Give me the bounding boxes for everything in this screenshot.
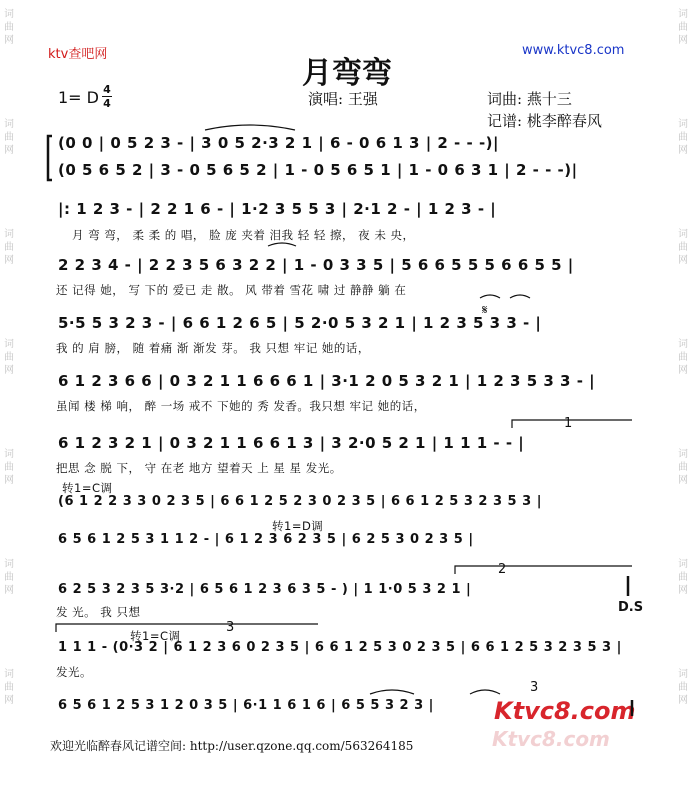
side-watermark: 词曲网	[678, 9, 688, 46]
time-signature-top: 4	[103, 83, 111, 96]
side-watermark: 词曲网	[4, 669, 14, 706]
side-watermark: 词曲网	[678, 559, 688, 596]
site-name-link[interactable]: ktv查吧网	[48, 47, 108, 62]
score-row: 2 2 3 4 - | 2 2 3 5 6 3 2 2 | 1 - 0 3 3 5 | 5 6 6 5 5 5 6 6 5 5 |	[58, 256, 574, 274]
side-watermark: 词曲网	[678, 669, 688, 706]
lyric-row: 月 弯 弯， 柔 柔 的 唱， 脸 庞 夹着 泪我 轻 轻 擦， 夜 未 央，	[72, 228, 415, 242]
score-row: (6 1 2 2 3 3 0 2 3 5 | 6 6 1 2 5 2 3 0 2 3 5 | 6 6 1 2 5 3 2 3 5 3 |	[58, 494, 542, 509]
lyric-row: 虽闻 楼 梯 响， 醉 一场 戒不 下她的 秀 发香。我只想 牢记 她的话，	[56, 399, 426, 413]
score-row: |: 1 2 3 - | 2 2 1 6 - | 1·2 3 5 5 3 | 2·1 2 - | 1 2 3 - |	[58, 200, 497, 218]
side-watermark: 词曲网	[678, 339, 688, 376]
volta-bracket	[455, 566, 632, 574]
modulation-mark: 转1=D调	[272, 519, 324, 533]
intro-line-lower: (0 5 6 5 2 | 3 - 0 5 6 5 2 | 1 - 0 5 6 5 1 | 1 - 0 6 3 1 | 2 - - -)|	[58, 161, 578, 179]
system-brace	[48, 136, 52, 180]
side-watermark: 词曲网	[4, 229, 14, 266]
slur	[205, 125, 295, 130]
slur	[480, 295, 500, 298]
lyric-row: 发 光。 我 只想	[56, 605, 141, 619]
side-watermark: 词曲网	[4, 339, 14, 376]
footer-link[interactable]: 欢迎光临醉春风记谱空间: http://user.qzone.qq.com/563264185	[50, 739, 414, 753]
segno-mark: 𝄋	[482, 303, 488, 318]
ds-mark: D.S	[618, 600, 644, 615]
lyric-row: 发光。	[56, 665, 92, 679]
score-row: 6 5 6 1 2 5 3 1 2 0 3 5 | 6·1 1 6 1 6 | 6 5 5 3 2 3 |	[58, 698, 434, 713]
side-watermark: 词曲网	[678, 449, 688, 486]
volta-1-number: 1	[564, 416, 573, 431]
side-watermark: 词曲网	[4, 559, 14, 596]
score-row: 1 1 1 - (0·3 2 | 6 1 2 3 6 0 2 3 5 | 6 6 1 2 5 3 0 2 3 5 | 6 6 1 2 5 3 2 3 5 3 |	[58, 640, 622, 655]
slur	[370, 690, 414, 694]
lyric-row: 还 记得 她， 写 下的 爱已 走 散。 风 带着 雪花 啸 过 静静 躺 在	[56, 283, 407, 297]
intro-line-upper: (0 0 | 0 5 2 3 - | 3 0 5 2·3 2 1 | 6 - 0 6 1 3 | 2 - - -)|	[58, 134, 500, 152]
side-watermark: 词曲网	[678, 229, 688, 266]
triplet-number: 3	[530, 680, 539, 695]
site-url-link[interactable]: www.ktvc8.com	[522, 43, 625, 58]
composer-credit: 词曲: 燕十三	[487, 90, 572, 108]
lyric-row: 我 的 肩 膀， 随 着痛 渐 渐发 芽。 我 只想 牢记 她的话，	[56, 341, 370, 355]
transcriber-credit: 记谱: 桃李醉春风	[487, 112, 602, 130]
modulation-mark: 转1=C调	[130, 629, 181, 643]
time-signature-bottom: 4	[103, 97, 111, 110]
volta-3-number: 3	[226, 620, 235, 635]
slur	[510, 295, 530, 298]
song-title: 月弯弯	[302, 56, 392, 91]
logo-watermark: Ktvc8.com	[494, 697, 636, 725]
side-watermark: 词曲网	[4, 449, 14, 486]
volta-2-number: 2	[498, 562, 507, 577]
key-signature: 1= D	[58, 88, 99, 107]
side-watermark: 词曲网	[678, 119, 688, 156]
volta-bracket	[512, 420, 632, 428]
slur	[470, 690, 500, 694]
score-row: 6 1 2 3 2 1 | 0 3 2 1 1 6 6 1 3 | 3 2·0 5 2 1 | 1 1 1 - - |	[58, 434, 525, 452]
volta-bracket	[56, 624, 318, 632]
side-watermark: 词曲网	[4, 9, 14, 46]
slur	[268, 243, 296, 246]
score-row: 5·5 5 3 2 3 - | 6 6 1 2 6 5 | 5 2·0 5 3 2 1 | 1 2 3 5 3 3 - |	[58, 314, 542, 332]
score-row: 6 1 2 3 6 6 | 0 3 2 1 1 6 6 6 1 | 3·1 2 0 5 3 2 1 | 1 2 3 5 3 3 - |	[58, 372, 596, 390]
lyric-row: 把思 念 脱 下， 守 在老 地方 望着天 上 星 星 发光。	[56, 461, 342, 475]
logo-reflection: Ktvc8.com	[492, 727, 610, 751]
score-row: 6 5 6 1 2 5 3 1 1 2 - | 6 1 2 3 6 2 3 5 | 6 2 5 3 0 2 3 5 |	[58, 532, 474, 547]
modulation-mark: 转1=C调	[62, 481, 113, 495]
singer-credit: 演唱: 王强	[308, 90, 378, 108]
score-row: 6 2 5 3 2 3 5 3·2 | 6 5 6 1 2 3 6 3 5 - ) | 1 1·0 5 3 2 1 |	[58, 582, 472, 597]
side-watermark: 词曲网	[4, 119, 14, 156]
